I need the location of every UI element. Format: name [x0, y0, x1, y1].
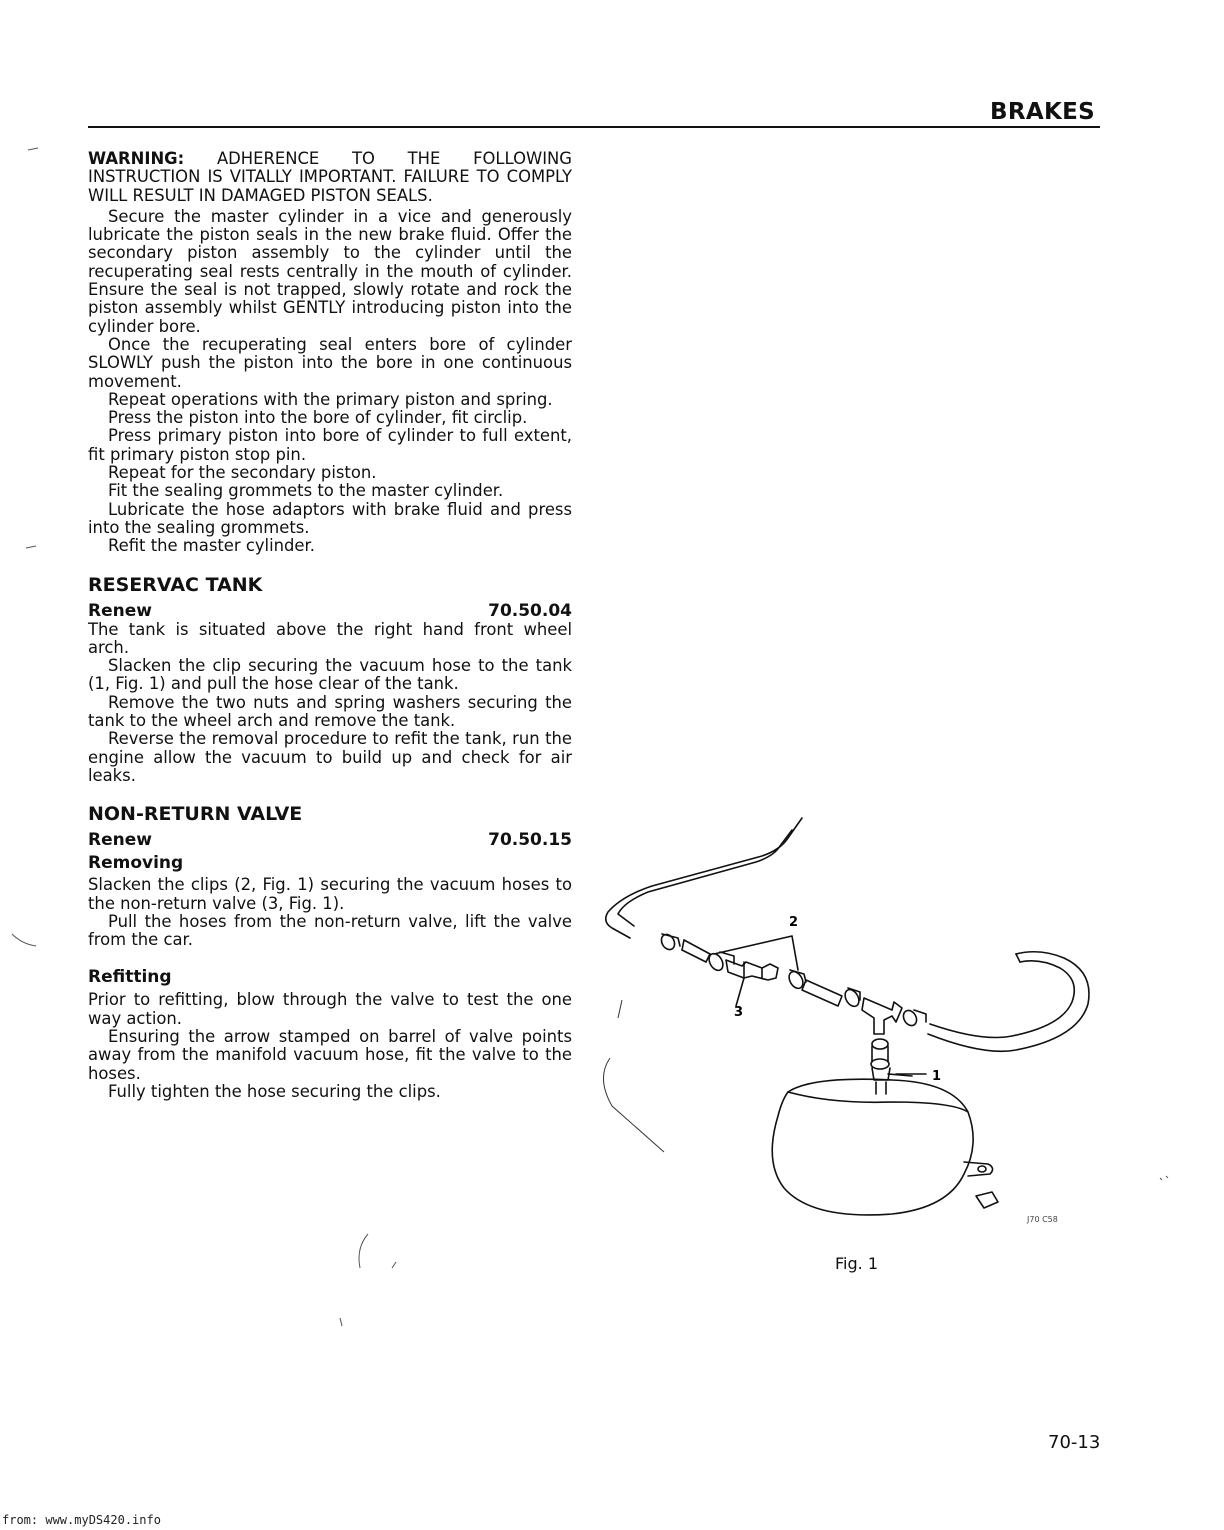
removing-paragraph: Slacken the clips (2, Fig. 1) securing the vacuum hoses to the non-return valve (3, Fig. 1). [88, 875, 572, 913]
reservac-paragraph: Reverse the removal procedure to refit the tank, run the engine allow the vacuum to build up and check for air leaks. [88, 729, 572, 785]
figure-caption: Fig. 1 [835, 1254, 878, 1273]
callout-3: 3 [734, 1005, 744, 1020]
reservac-renew-label: Renew [88, 600, 152, 621]
removing-paragraph: Pull the hoses from the non-return valve, lift the valve from the car. [88, 911, 572, 950]
warning-label: WARNING: [88, 149, 185, 168]
reservac-heading: RESERVAC TANK [88, 573, 263, 596]
body-paragraph: Press the piston into the bore of cylinder, fit circlip. [108, 408, 528, 428]
nonreturn-renew-label: Renew [88, 830, 152, 851]
reservac-op-number: 70.50.04 [488, 600, 572, 621]
nonreturn-op-number: 70.50.15 [488, 830, 572, 851]
source-watermark: from: www.myDS420.info [2, 1513, 161, 1527]
drawing-reference: J70 C58 [1027, 1215, 1058, 1224]
refitting-paragraph: Ensuring the arrow stamped on barrel of valve points away from the manifold vacuum hose, fit the valve to the hoses. [88, 1026, 572, 1083]
refitting-heading: Refitting [88, 967, 172, 988]
body-paragraph: Repeat operations with the primary piston and spring. [108, 389, 553, 409]
body-paragraph: Press primary piston into bore of cylinder to full extent, fit primary piston stop pin. [88, 426, 572, 464]
reservac-paragraph: The tank is situated above the right hand front wheel arch. [88, 619, 572, 657]
reservac-paragraph: Remove the two nuts and spring washers securing the tank to the wheel arch and remove the tank. [88, 692, 572, 731]
refitting-paragraph: Prior to refitting, blow through the valve to test the one way action. [88, 990, 572, 1028]
callout-2: 2 [789, 915, 799, 930]
refitting-paragraph: Fully tighten the hose securing the clips. [108, 1081, 441, 1101]
body-paragraph: Once the recuperating seal enters bore of cylinder SLOWLY push the piston into the bore in one continuous movement. [88, 334, 572, 391]
reservac-paragraph: Slacken the clip securing the vacuum hose to the tank (1, Fig. 1) and pull the hose clear of the tank. [88, 656, 572, 694]
page-number: 70-13 [1048, 1432, 1101, 1453]
body-paragraph: Repeat for the secondary piston. [108, 463, 377, 483]
body-paragraph: Lubricate the hose adaptors with brake fluid and press into the sealing grommets. [88, 499, 572, 537]
callout-1: 1 [932, 1069, 942, 1084]
removing-heading: Removing [88, 853, 184, 874]
body-paragraph: Secure the master cylinder in a vice and generously lubricate the piston seals in the new brake fluid. Offer the secondary piston assembly to the cylinder until the recuperating seal rests centrally in the mouth of cylinder. Ensure the seal is not trapped, slowly rotate and rock the piston assembly whilst GENTLY introducing piston into the cylinder bore. [88, 206, 572, 336]
body-paragraph: Refit the master cylinder. [108, 536, 315, 556]
warning-text: ADHERENCE TO THE FOLLOWING INSTRUCTION IS VITALLY IMPORTANT. FAILURE TO COMPLY WILL RESULT IN DAMAGED PISTON SEALS. [88, 149, 572, 205]
section-title: BRAKES [990, 99, 1095, 125]
nonreturn-heading: NON-RETURN VALVE [88, 803, 303, 826]
body-paragraph: Fit the sealing grommets to the master cylinder. [108, 481, 504, 501]
